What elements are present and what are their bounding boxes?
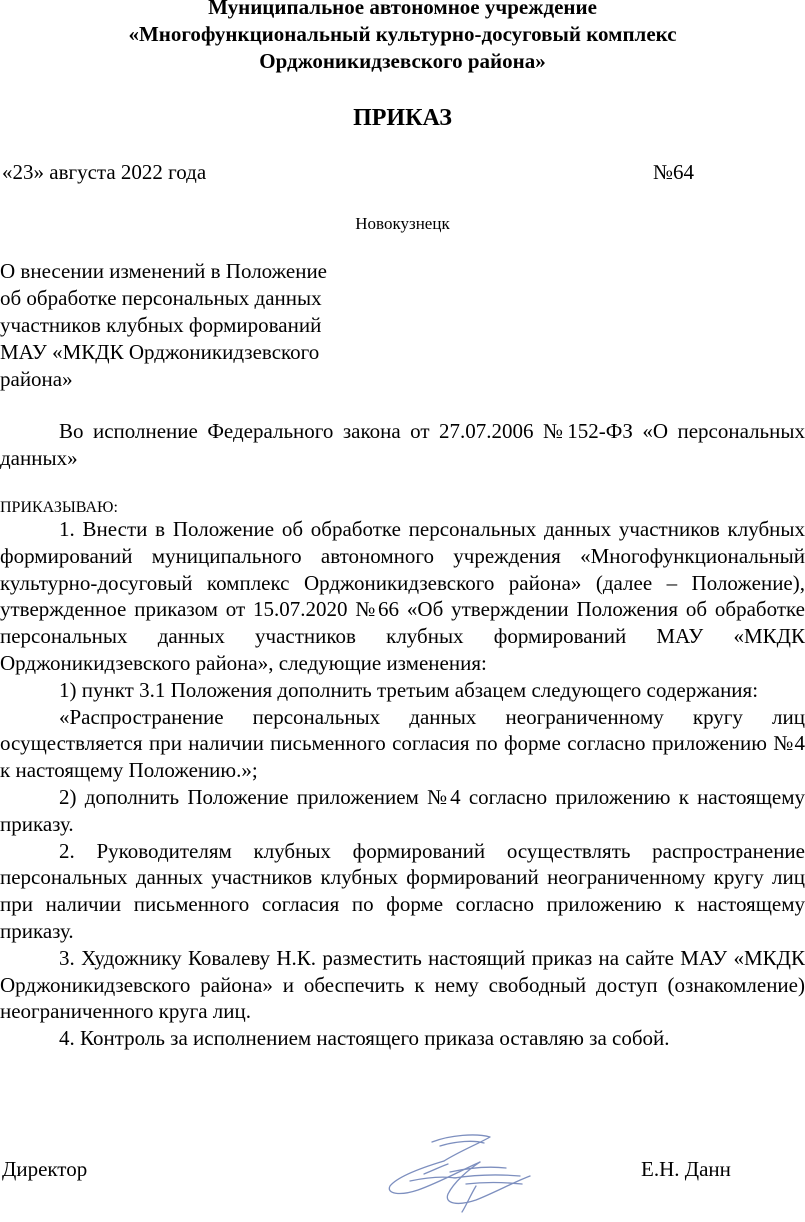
signer-name: Е.Н. Данн	[641, 1157, 731, 1181]
subject-line-2: об обработке персональных данных	[0, 286, 322, 310]
body-paragraph-1: 1. Внести в Положение об обработке персональных данных участников клубных формирований муниципального автономного учреждения «Многофункциональный культурно-досуговый комплекс Орджоникидзевского района» (далее – Положение), утвержденное приказом от 15.07.2020 №66 «Об утверждении Положения об обработке персональных данных участников клубных формирований МАУ «МКДК Орджоникидзевского района», следующие изменения:	[0, 517, 805, 675]
subject-line-1: О внесении изменений в Положение	[0, 259, 328, 283]
body-paragraph-6: 3. Художнику Ковалеву Н.К. разместить настоящий приказ на сайте МАУ «МКДК Орджоникидзевского района» и обеспечить к нему свободный доступ (ознакомление) неограниченного круга лиц.	[0, 945, 805, 1024]
body-paragraph-5: 2. Руководителям клубных формирований осуществлять распространение персональных данных участников клубных формирований неограниченному кругу лиц при наличии письменного согласия по форме согласно приложению к настоящему приказу.	[0, 838, 805, 943]
order-number: №64	[653, 160, 695, 184]
org-line-1: Муниципальное автономное учреждение	[208, 0, 597, 19]
organization-header	[0, 0, 805, 75]
org-line-2: «Многофункциональный культурно-досуговый комплекс	[128, 22, 677, 46]
body-paragraph-4: 2) дополнить Положение приложением №4 согласно приложению к настоящему приказу.	[0, 784, 805, 836]
signer-position: Директор	[2, 1157, 88, 1181]
preamble: Во исполнение Федерального закона от 27.07.2006 №152-ФЗ «О персональных данных»	[0, 419, 805, 470]
order-subject	[0, 258, 370, 393]
body-paragraph-7: 4. Контроль за исполнением настоящего приказа оставляю за собой.	[59, 1026, 670, 1051]
org-line-3: Орджоникидзевского района»	[259, 49, 546, 73]
signature-strokes	[389, 1135, 530, 1212]
subject-line-3: участников клубных формирований	[0, 313, 322, 337]
subject-line-4: МАУ «МКДК Орджоникидзевского	[0, 340, 320, 364]
body-paragraph-2: 1) пункт 3.1 Положения дополнить третьим абзацем следующего содержания:	[59, 677, 759, 702]
body-paragraph-3: «Распространение персональных данных неограниченному кругу лиц осуществляется при наличии письменного согласия по форме согласно приложению №4 к настоящему Положению.»;	[0, 704, 805, 783]
order-word: ПРИКАЗЫВАЮ:	[0, 499, 118, 516]
order-body	[0, 516, 805, 1052]
city: Новокузнецк	[355, 214, 450, 233]
document-title: ПРИКАЗ	[353, 105, 452, 131]
subject-line-5: района»	[0, 367, 73, 391]
handwritten-signature	[384, 1126, 534, 1214]
order-date: «23» августа 2022 года	[2, 160, 207, 184]
